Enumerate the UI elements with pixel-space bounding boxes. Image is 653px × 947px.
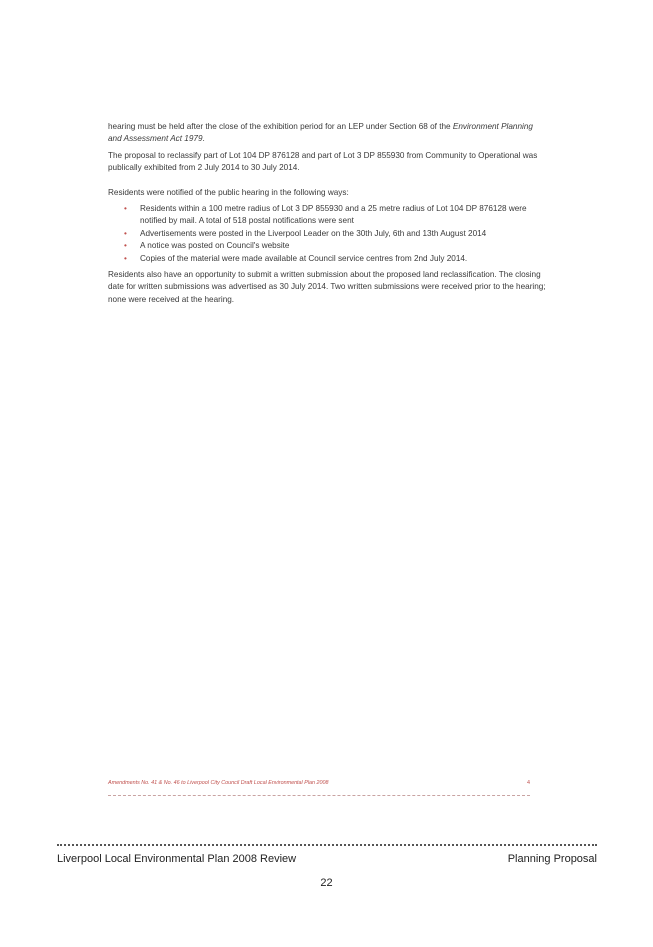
paragraph-gap <box>108 179 548 187</box>
notification-list <box>108 203 548 265</box>
paragraph-notification-intro: Residents were notified of the public hearing in the following ways: <box>108 187 349 197</box>
list-item: • Advertisements were posted in the Liverpool Leader on the 30th July, 6th and 13th August 2014 <box>140 228 548 240</box>
paragraph-hearing <box>108 121 548 146</box>
embedded-document-footer <box>108 780 530 786</box>
list-item: • Copies of the material were made available at Council service centres from 2nd July 2014. <box>140 253 548 265</box>
paragraph-submissions: Residents also have an opportunity to submit a written submission about the proposed land reclassification. The closing date for written submissions was advertised as 30 July 2014. Two written submissions were received prior to the hearing; none were received at the hearing. <box>108 270 546 304</box>
footer-document-title: Liverpool Local Environmental Plan 2008 Review <box>57 853 297 865</box>
page-footer-divider <box>57 844 597 846</box>
paragraph-exhibition: The proposal to reclassify part of Lot 104 DP 876128 and part of Lot 3 DP 855930 from Community to Operational was publically exhibited from 2 July 2014 to 30 July 2014. <box>108 150 538 173</box>
act-title: Environment Planning and Assessment Act 1979 <box>108 122 533 144</box>
paragraph-hearing-text: hearing must be held after the close of the exhibition period for an LEP under Section 68 of the <box>108 122 453 131</box>
paragraph-hearing-end: . <box>202 134 205 144</box>
embedded-footer-divider <box>108 795 530 796</box>
embedded-footer-page-number: 4 <box>527 780 530 786</box>
list-item: • A notice was posted on Council's website <box>140 240 548 252</box>
embedded-footer-title: Amendments No. 41 & No. 46 to Liverpool City Council Draft Local Environmental Plan 2008 <box>108 780 329 786</box>
page-number: 22 <box>320 877 333 889</box>
report-body <box>108 121 548 310</box>
footer-document-type: Planning Proposal <box>507 853 597 865</box>
list-item: • Residents within a 100 metre radius of Lot 3 DP 855930 and a 25 metre radius of Lot 104 DP 876128 were notified by mail. A total of 518 postal notifications were sent <box>140 203 548 228</box>
